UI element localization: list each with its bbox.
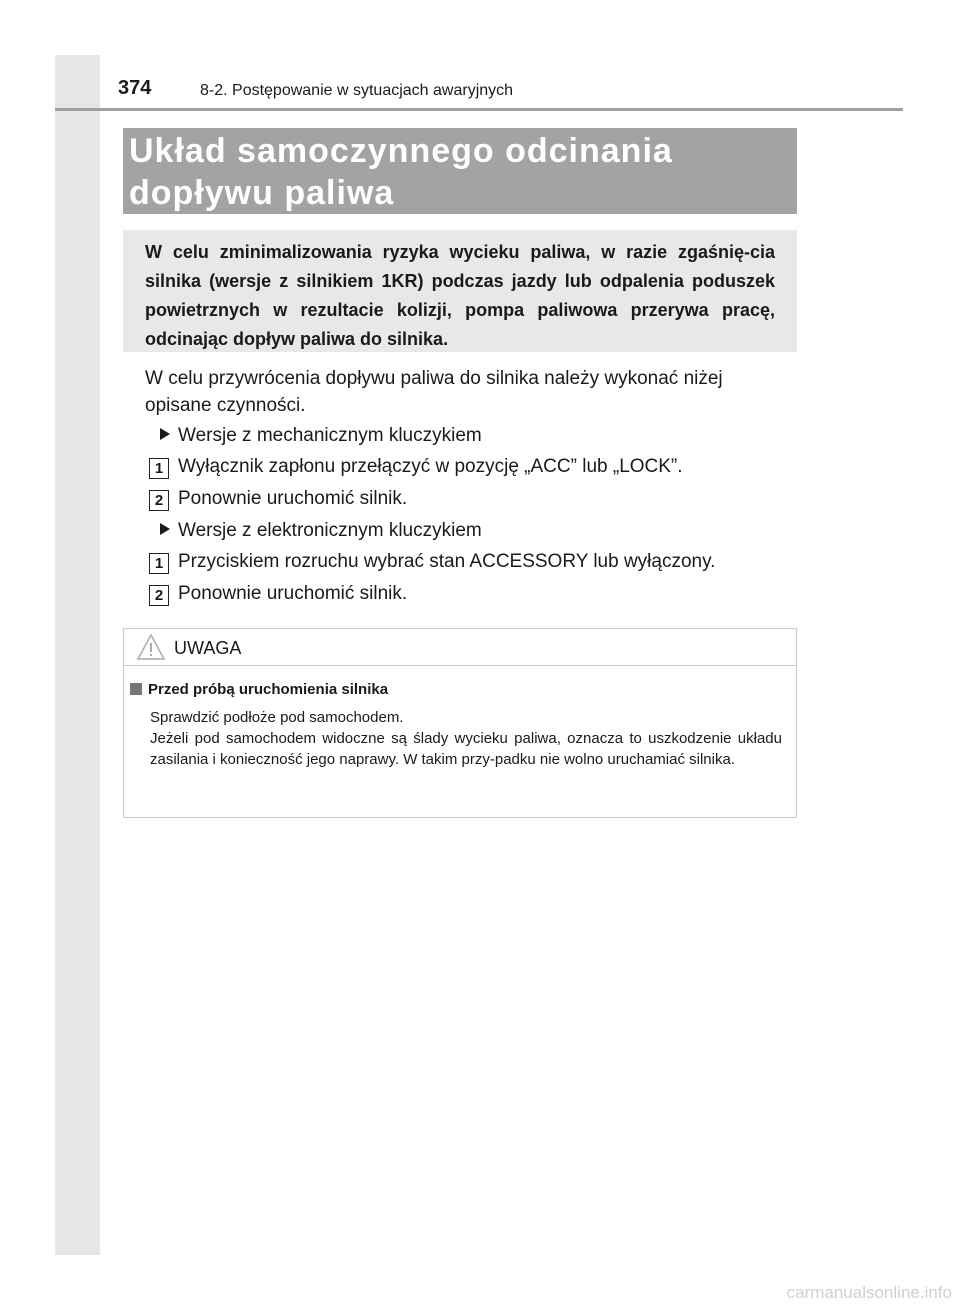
- step-number: 2: [149, 585, 169, 606]
- group-heading-text: Wersje z mechanicznym kluczykiem: [178, 425, 482, 446]
- side-margin-strip: [55, 55, 100, 1255]
- square-bullet-icon: [130, 683, 142, 695]
- paragraph-line-2: opisane czynności.: [145, 395, 306, 416]
- group-heading-mechanical: [160, 425, 482, 447]
- paragraph-line-1: W celu przywrócenia dopływu paliwa do silnika należy wykonać niżej: [145, 368, 723, 389]
- warning-label: UWAGA: [174, 638, 242, 658]
- group-heading-text: Wersje z elektronicznym kluczykiem: [178, 520, 482, 541]
- warning-body: [150, 707, 782, 770]
- group-heading-electronic: [160, 520, 482, 542]
- step-text: Wyłącznik zapłonu przełączyć w pozycję „ACC” lub „LOCK”.: [178, 456, 683, 477]
- triangle-bullet-icon: [160, 428, 170, 440]
- title-line-1: Układ samoczynnego odcinania: [129, 132, 673, 170]
- step-text: Przyciskiem rozruchu wybrać stan ACCESSORY lub wyłączony.: [178, 551, 716, 572]
- page-number: 374: [118, 77, 152, 99]
- warning-box: [123, 628, 797, 818]
- warning-subheading-text: Przed próbą uruchomienia silnika: [148, 681, 389, 698]
- step-number: 1: [149, 553, 169, 574]
- step-number: 2: [149, 490, 169, 511]
- warning-triangle-icon: [136, 633, 166, 661]
- title-line-2: dopływu paliwa: [129, 174, 395, 212]
- step-text: Ponownie uruchomić silnik.: [178, 583, 408, 604]
- step-number: 1: [149, 458, 169, 479]
- header-divider: [55, 108, 903, 111]
- triangle-bullet-icon: [160, 523, 170, 535]
- intro-box: W celu zminimalizowania ryzyka wycieku paliwa, w razie zgaśnię-cia silnika (wersje z silnikiem 1KR) podczas jazdy lub odpalenia poduszek powietrznych w rezultacie kolizji, pompa paliwowa przerywa pracę, odcinając dopływ paliwa do silnika.: [123, 230, 797, 352]
- watermark: carmanualsonline.info: [786, 1283, 952, 1302]
- warning-line-1: Sprawdzić podłoże pod samochodem.: [150, 709, 404, 726]
- step-text: Ponownie uruchomić silnik.: [178, 488, 408, 509]
- section-title: 8-2. Postępowanie w sytuacjach awaryjnych: [200, 82, 514, 99]
- warning-line-2: Jeżeli pod samochodem widoczne są ślady wycieku paliwa, oznacza to uszkodzenie układu zasilania i konieczność jego naprawy. W takim przy-padku nie wolno uruchamiać silnika.: [150, 730, 782, 768]
- page-title: [123, 128, 797, 214]
- warning-subheading: [130, 681, 388, 698]
- warning-header: [124, 629, 796, 666]
